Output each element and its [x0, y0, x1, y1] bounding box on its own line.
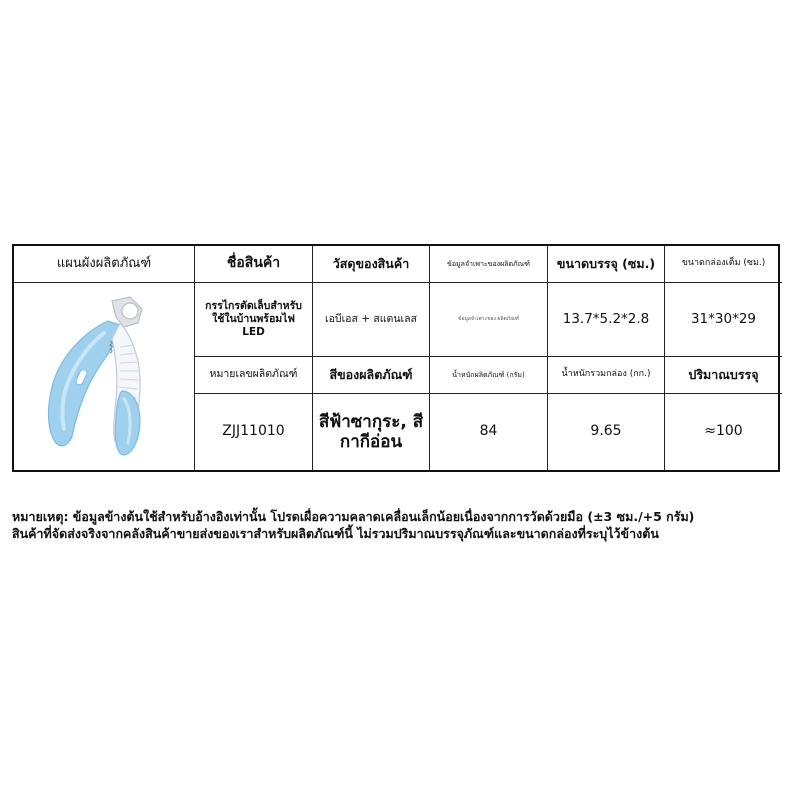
material-value: เอบีเอส + สแตนเลส: [313, 283, 430, 357]
color-value: สีฟ้าซากุระ, สีกากีอ่อน: [313, 394, 430, 470]
model-number-value: ZJJ11010: [195, 394, 313, 470]
header-specs: ข้อมูลจำเพาะของผลิตภัณฑ์: [430, 246, 548, 283]
header-carton-size: ขนาดกล่องเต็ม (ซม.): [665, 246, 782, 283]
header-package-size: ขนาดบรรจุ (ซม.): [548, 246, 665, 283]
product-image-cell: [14, 283, 195, 470]
header-quantity: ปริมาณบรรจุ: [665, 357, 782, 394]
header-material: วัสดุของสินค้า: [313, 246, 430, 283]
header-model-number: หมายเลขผลิตภัณฑ์: [195, 357, 313, 394]
diagram-title-cell: แผนผังผลิตภัณฑ์: [14, 246, 195, 283]
specs-value: ข้อมูลจำเพาะของ ผลิตภัณฑ์: [430, 283, 548, 357]
footnote-line-2: สินค้าที่จัดส่งจริงจากคลังสินค้าขายส่งของเราสำหรับผลิตภัณฑ์นี้ ไม่รวมปริมาณบรรจุภัณฑ์และขนาดกล่องที่ระบุไว้ข้างต้น: [12, 526, 659, 541]
header-color: สีของผลิตภัณฑ์: [313, 357, 430, 394]
quantity-value: ≈100: [704, 423, 743, 440]
product-spec-table: [12, 244, 780, 472]
footnote: [12, 508, 782, 542]
header-product-name: ชื่อสินค้า: [195, 246, 313, 283]
header-product-weight: น้ำหนักผลิตภัณฑ์ (กรัม): [430, 357, 548, 394]
footnote-line-1: หมายเหตุ: ข้อมูลข้างต้นใช้สำหรับอ้างอิงเท่านั้น โปรดเผื่อความคลาดเคลื่อนเล็กน้อยเนื่องจากการวัดด้วยมือ (±3 ซม./+5 กรัม): [12, 509, 695, 524]
header-gross-weight: น้ำหนักรวมกล่อง (กก.): [548, 357, 665, 394]
carton-size-value: 31*30*29: [665, 283, 782, 357]
pet-nail-clipper-icon: [16, 287, 192, 467]
gross-weight-value: 9.65: [548, 394, 665, 470]
product-weight-value: 84: [430, 394, 548, 470]
product-name-value: กรรไกรตัดเล็บสำหรับใช้ในบ้านพร้อมไฟ LED: [195, 283, 313, 357]
package-size-value: 13.7*5.2*2.8: [548, 283, 665, 357]
